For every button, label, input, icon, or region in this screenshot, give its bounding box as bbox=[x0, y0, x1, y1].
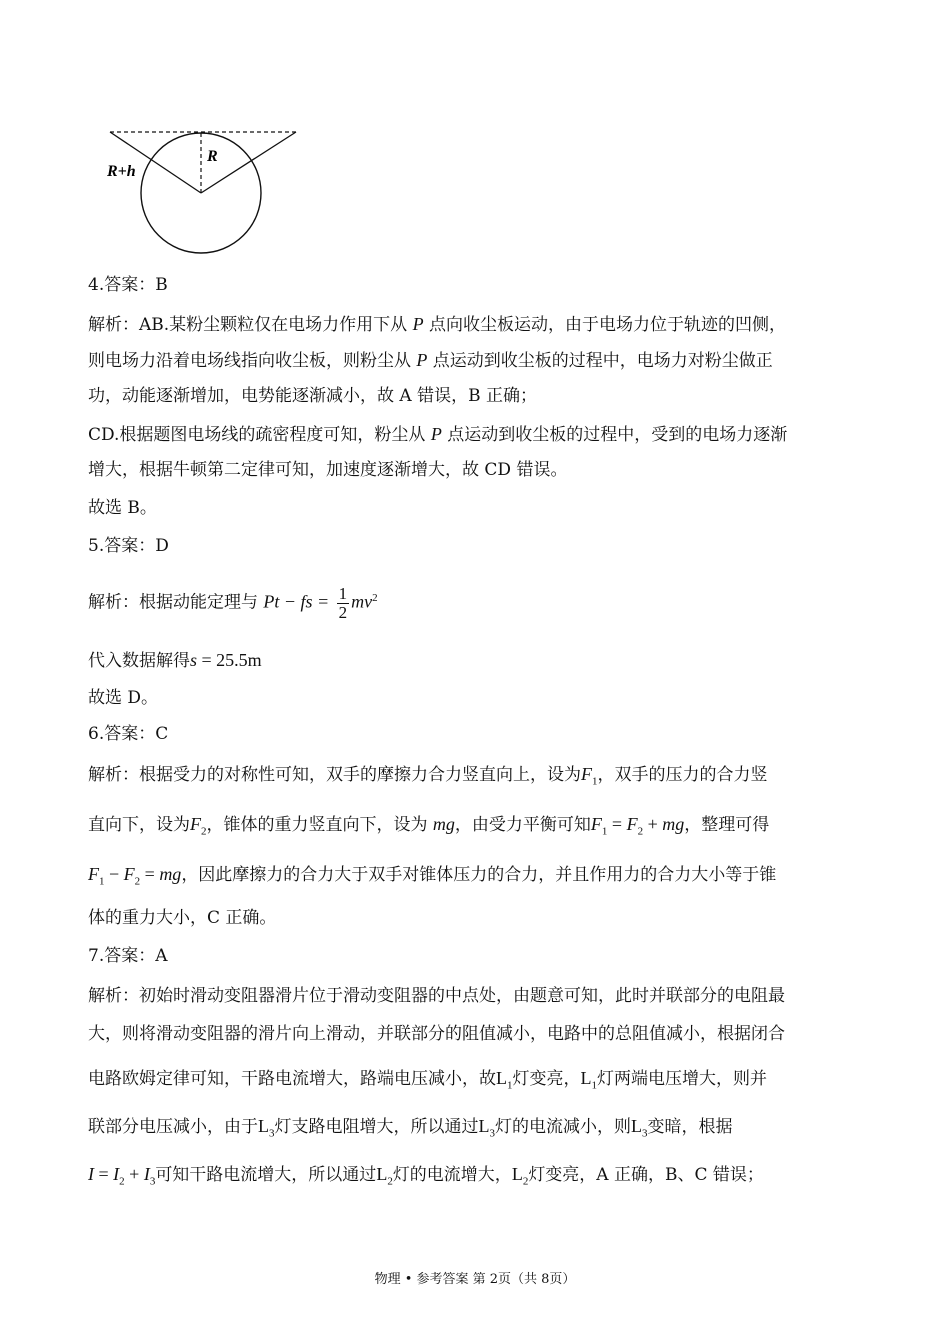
q4-answer: 4.答案：B bbox=[88, 275, 168, 295]
q6-line-1: 解析：根据受力的对称性可知，双手的摩擦力合力竖直向上，设为$F_1$，双手的压力的合力竖 bbox=[88, 764, 768, 788]
orbit-geometry-figure bbox=[100, 125, 300, 255]
label-r: R bbox=[207, 148, 218, 165]
q4-line-3: 功，动能逐渐增加，电势能逐渐减小，故 A 错误，B 正确； bbox=[88, 386, 537, 406]
q7-line-1: 解析：初始时滑动变阻器滑片位于滑动变阻器的中点处，由题意可知，此时并联部分的电阻最 bbox=[88, 986, 785, 1006]
q5-line-1: 解析：根据动能定理与 Pt − fs = $\frac{1}{2}$ $mv^2$ bbox=[88, 583, 378, 622]
q6-line-2: 直向下，设为$F_2$，锥体的重力竖直向下，设为 mg，由受力平衡可知$F_1 = F_2$ + mg，整理可得 bbox=[88, 814, 770, 838]
q7-line-2: 大，则将滑动变阻器的滑片向上滑动，并联部分的阻值减小，电路中的总阻值减小，根据闭合 bbox=[88, 1024, 785, 1044]
q4-line-5: 增大，根据牛顿第二定律可知，加速度逐渐增大，故 CD 错误。 bbox=[88, 460, 568, 480]
q4-line-4: CD.根据题图电场线的疏密程度可知，粉尘从 P 点运动到收尘板的过程中，受到的电场力逐渐 bbox=[88, 424, 788, 445]
q6-answer: 6.答案：C bbox=[88, 724, 169, 744]
q5-fraction: $\frac{1}{2}$ bbox=[338, 583, 348, 622]
q4-line-2: 则电场力沿着电场线指向收尘板，则粉尘从 P 点运动到收尘板的过程中，电场力对粉尘做正 bbox=[88, 350, 773, 371]
q6-line-4: 体的重力大小，C 正确。 bbox=[88, 908, 277, 928]
q7-line-4: 联部分电压减小，由于$L_3$灯支路电阻增大，所以通过$L_3$灯的电流减小，则$L_3$变暗，根据 bbox=[88, 1116, 733, 1140]
q7-answer: 7.答案：A bbox=[88, 946, 168, 966]
q5-line-2: 代入数据解得s = 25.5m bbox=[88, 650, 262, 671]
page-footer: 物理 • 参考答案 第 2页（共 8页） bbox=[374, 1272, 576, 1287]
q7-line-5: $I = I_2 + I_3$可知干路电流增大，所以通过$L_2$灯的电流增大，$L_2$灯变亮，A 正确，B、C 错误； bbox=[88, 1164, 764, 1188]
q5-answer: 5.答案：D bbox=[88, 536, 169, 556]
q6-line-3: $F_1 - F_2$ = mg，因此摩擦力的合力大于双手对锥体压力的合力，并且作用力的合力大小等于锥 bbox=[88, 864, 777, 888]
q4-line-1: 解析：AB.某粉尘颗粒仅在电场力作用下从 P 点向收尘板运动，由于电场力位于轨迹的凹侧， bbox=[88, 314, 786, 335]
q5-line-3: 故选 D。 bbox=[88, 688, 159, 708]
q4-line-6: 故选 B。 bbox=[88, 498, 157, 518]
label-r-plus-h: R+h bbox=[107, 163, 136, 180]
q7-line-3: 电路欧姆定律可知，干路电流增大，路端电压减小，故$L_1$灯变亮，$L_1$灯两端电压增大，则并 bbox=[88, 1068, 767, 1092]
q5-equation-left: Pt − fs = bbox=[263, 591, 330, 612]
